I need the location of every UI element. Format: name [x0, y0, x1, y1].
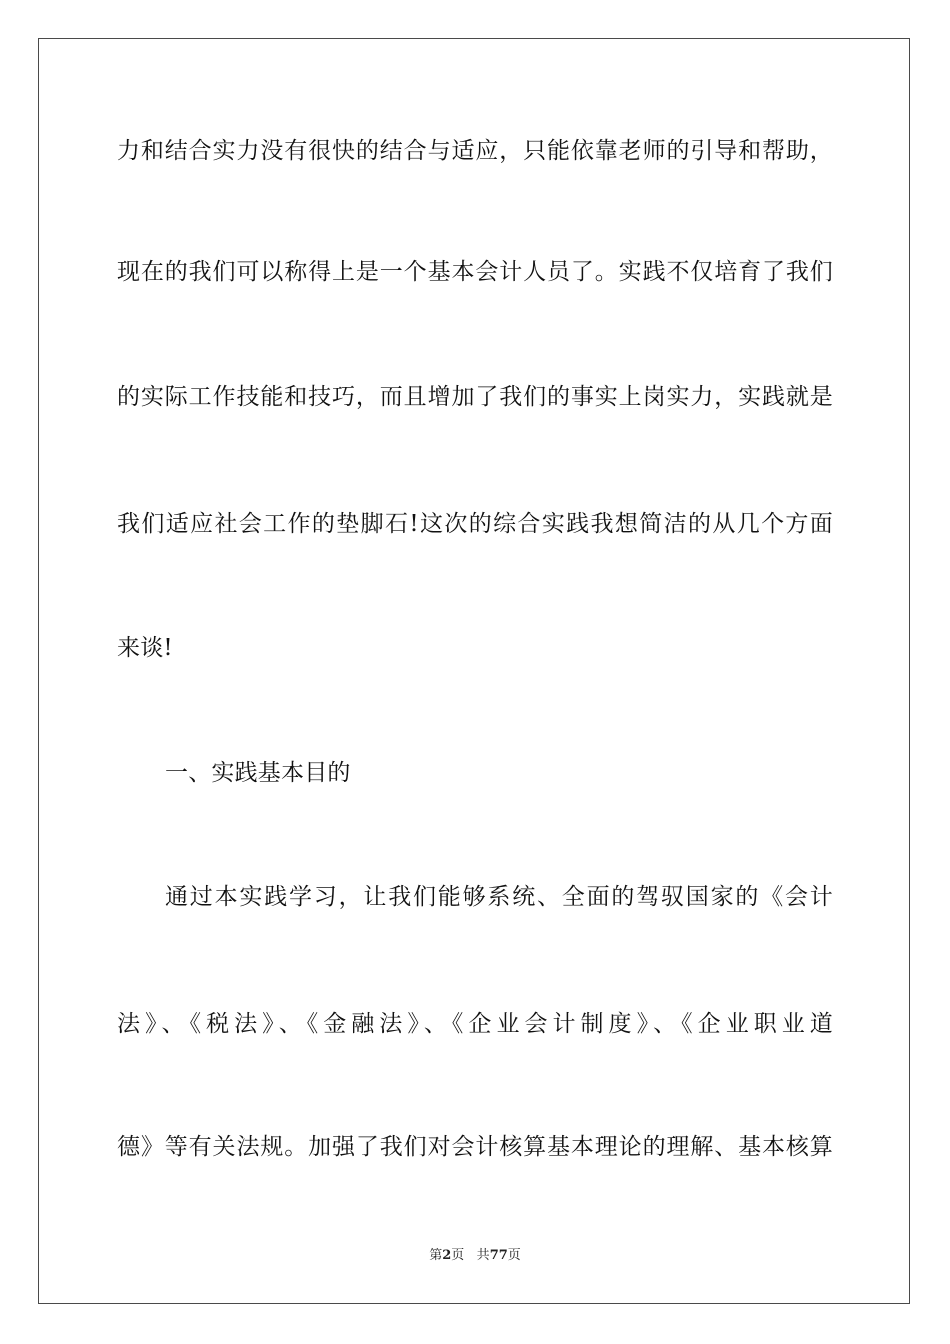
body-text-line-7: 法》、《税法》、《金融法》、《企业会计制度》、《企业职业道	[117, 1011, 833, 1037]
body-text-line-5: 来谈!	[117, 635, 173, 661]
footer-gap	[464, 1248, 476, 1263]
footer-page-suffix: 页	[451, 1248, 465, 1263]
page-border	[38, 38, 910, 1304]
page-footer	[0, 1247, 950, 1265]
body-text-line-4: 我们适应社会工作的垫脚石!这次的综合实践我想简洁的从几个方面	[117, 511, 833, 537]
body-text-line-2: 现在的我们可以称得上是一个基本会计人员了。实践不仅培育了我们	[117, 259, 833, 285]
body-text-line-8: 德》等有关法规。加强了我们对会计核算基本理论的理解、基本核算	[117, 1134, 833, 1160]
footer-page-number: 2	[442, 1248, 452, 1263]
body-text-line-3: 的实际工作技能和技巧，而且增加了我们的事实上岗实力，实践就是	[117, 384, 833, 410]
body-text-line-6: 通过本实践学习，让我们能够系统、全面的驾驭国家的《会计	[165, 884, 833, 910]
footer-total-suffix: 页	[507, 1248, 521, 1263]
footer-total-prefix: 共	[476, 1248, 490, 1263]
footer-total-pages: 77	[489, 1248, 508, 1263]
body-text-line-1: 力和结合实力没有很快的结合与适应，只能依靠老师的引导和帮助，	[117, 138, 833, 164]
section-heading: 一、实践基本目的	[165, 760, 351, 786]
footer-prefix: 第	[429, 1248, 443, 1263]
